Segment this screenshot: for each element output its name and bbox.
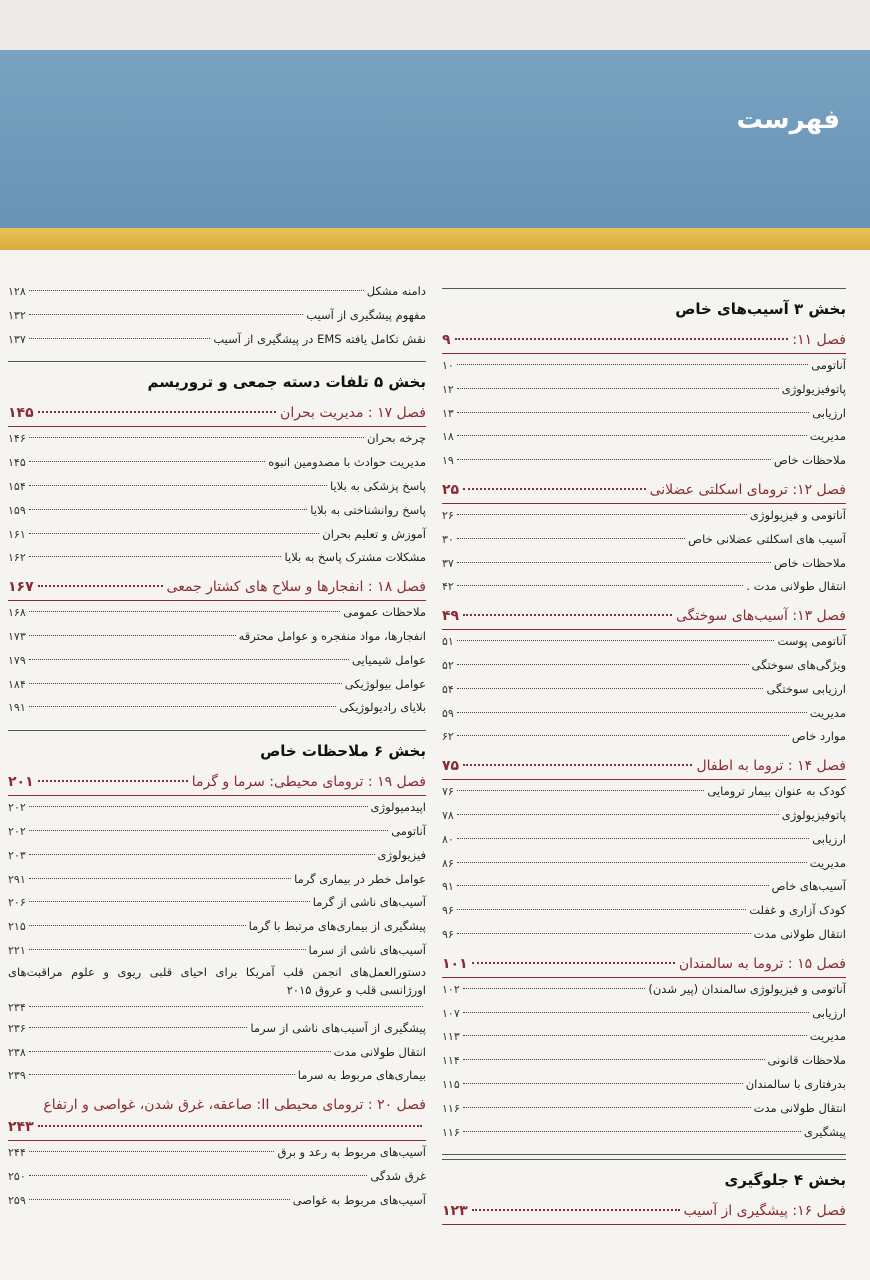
chapter-title: فصل ۱۲: ترومای اسکلتی عضلانی [649, 481, 846, 498]
part-heading: بخش ۵ تلفات دسته جمعی و تروریسم [147, 373, 426, 392]
dot-leader [29, 437, 364, 438]
entry-page-number: ۲۰۳ [8, 848, 26, 862]
entry-page-number: ۱۰۲ [442, 982, 460, 996]
entry-page-number: ۱۱۶ [442, 1125, 460, 1139]
dot-leader [29, 806, 368, 807]
entry-title: ارزیابی سوختگی [766, 681, 846, 696]
dot-leader [463, 1059, 765, 1060]
page-title: فهرست [736, 105, 840, 135]
entry-page-number: ۵۹ [442, 706, 454, 720]
dot-leader [29, 706, 337, 707]
dot-leader [457, 412, 809, 413]
toc-entry[interactable] [8, 1165, 426, 1189]
toc-entry[interactable] [442, 702, 846, 726]
dot-leader [457, 514, 747, 515]
chapter-heading[interactable] [8, 1094, 426, 1141]
toc-entry[interactable] [8, 601, 426, 625]
chapter-page-number: ۱۲۳ [442, 1203, 468, 1220]
entry-page-number: ۲۰۶ [8, 896, 26, 910]
entry-page-number: ۱۸۴ [8, 677, 26, 691]
dot-leader [463, 1107, 751, 1108]
entry-title: آناتومی [391, 823, 426, 838]
entry-title: آناتومی و فیزیولوژی سالمندان (پیر شدن) [648, 981, 846, 996]
dot-leader [29, 925, 246, 926]
dot-leader [29, 949, 306, 950]
dot-leader [463, 1035, 807, 1036]
dot-leader [457, 814, 779, 815]
dot-leader [29, 611, 341, 612]
part-divider [442, 1159, 846, 1160]
entry-title: مفهوم پیشگیری از آسیب [306, 307, 426, 322]
entry-page-number: ۱۵۹ [8, 503, 26, 517]
chapter-title: فصل ۱۱: [792, 332, 846, 348]
toc-entry[interactable] [8, 523, 426, 547]
toc-entry[interactable] [8, 796, 426, 820]
toc-entry[interactable] [442, 654, 846, 678]
entry-page-number: ۹۱ [442, 880, 454, 894]
entry-page-number: ۱۶۱ [8, 527, 26, 541]
toc-entry[interactable] [442, 780, 846, 804]
toc-entry[interactable] [442, 552, 846, 576]
entry-page-number: ۸۰ [442, 832, 454, 846]
dot-leader [457, 388, 779, 389]
entry-title: انتقال طولانی مدت [753, 926, 846, 941]
entry-page-number: ۳۷ [442, 556, 454, 570]
page-top-margin [0, 0, 870, 50]
dot-leader [463, 764, 692, 766]
dot-leader [29, 314, 304, 315]
entry-title: پاسخ روانشناختی به بلایا [310, 502, 426, 517]
dot-leader [38, 585, 163, 587]
entry-title: ملاحظات خاص [773, 453, 846, 468]
entry-page-number: ۲۳۶ [8, 1021, 26, 1035]
toc-entry[interactable] [8, 820, 426, 844]
entry-title: پاتوفیزیولوژی [781, 381, 846, 396]
dot-leader [457, 862, 807, 863]
chapter-title: فصل ۱۵ : تروما به سالمندان [678, 955, 846, 972]
toc-entry[interactable] [8, 546, 426, 570]
entry-title: موارد خاص [791, 729, 846, 744]
dot-leader [457, 585, 744, 586]
entry-page-number: ۱۰ [442, 359, 454, 372]
entry-page-number: ۳۰ [442, 532, 454, 546]
entry-title: بدرفتاری با سالمندان [745, 1076, 846, 1091]
chapter-title: فصل ۱۶: پیشگیری از آسیب [683, 1203, 846, 1220]
entry-page-number: ۱۶۲ [8, 551, 26, 565]
toc-entry[interactable] [442, 875, 846, 899]
gold-divider-band [0, 228, 870, 250]
entry-title: انفجارها، مواد منفجره و عوامل محترقه [238, 628, 426, 643]
toc-entry[interactable] [8, 649, 426, 673]
toc-entry[interactable] [442, 1097, 846, 1121]
entry-title: کودک آزاری و غفلت [749, 903, 846, 918]
entry-title: پاتوفیزیولوژی [781, 807, 846, 822]
chapter-page-number: ۱۴۵ [8, 405, 34, 422]
dot-leader [29, 659, 349, 660]
toc-entry[interactable] [8, 451, 426, 475]
toc-entry[interactable] [8, 328, 426, 352]
entry-title: انتقال طولانی مدت [753, 1100, 846, 1115]
dot-leader [38, 411, 276, 413]
toc-entry[interactable] [8, 1189, 426, 1213]
entry-page-number: ۱۳۷ [8, 332, 26, 346]
dot-leader [457, 909, 746, 910]
entry-title: غرق شدگی [370, 1168, 426, 1183]
entry-page-number: ۱۹ [442, 454, 454, 468]
toc-entry[interactable] [442, 1025, 846, 1049]
chapter-title: فصل ۱۴ : تروما به اطفال [696, 758, 846, 775]
toc-entry[interactable] [442, 504, 846, 528]
toc-entry[interactable] [8, 939, 426, 963]
chapter-heading[interactable] [8, 771, 426, 796]
chapter-heading[interactable] [442, 329, 846, 354]
toc-column-right [442, 288, 846, 1235]
entry-title: پیشگیری [803, 1124, 846, 1139]
toc-entry[interactable] [442, 575, 846, 599]
dot-leader [29, 1199, 290, 1200]
entry-title: آناتومی و فیزیولوژی [749, 507, 846, 522]
dot-leader [29, 830, 388, 831]
entry-title: ارزیابی [812, 1005, 846, 1020]
toc-entry[interactable] [8, 1141, 426, 1165]
entry-page-number: ۱۵۴ [8, 479, 26, 493]
toc-entry[interactable] [8, 1041, 426, 1065]
entry-page-number: ۱۸ [442, 430, 454, 444]
entry-page-number: ۷۶ [442, 785, 454, 799]
chapter-page-number: ۷۵ [442, 758, 460, 775]
entry-title: آسیب‌های خاص [771, 879, 846, 894]
header-banner [0, 50, 870, 228]
entry-page-number: ۲۶ [442, 508, 454, 522]
entry-page-number: ۲۲۱ [8, 943, 26, 957]
part-divider [8, 361, 426, 362]
entry-page-number: ۷۸ [442, 808, 454, 822]
dot-leader [29, 533, 320, 534]
dot-leader [463, 1083, 743, 1084]
entry-title: کودک به عنوان بیمار ترومایی [707, 784, 846, 799]
part-heading: بخش ۴ جلوگیری [724, 1171, 846, 1190]
entry-page-number: ۹۶ [442, 927, 454, 941]
dot-leader [457, 459, 771, 460]
toc-entry[interactable] [442, 630, 846, 654]
entry-page-number: ۶۲ [442, 730, 454, 744]
toc-entry[interactable] [8, 673, 426, 697]
entry-title: دستورالعمل‌های انجمن قلب آمریکا برای احیای قلبی ریوی و علوم مراقبت‌های اورژانسی قلب و عروق ۲۰۱۵ [8, 964, 426, 997]
dot-leader [472, 962, 675, 964]
part-divider [8, 730, 426, 731]
toc-entry[interactable] [8, 891, 426, 915]
entry-page-number: ۲۵۹ [8, 1193, 26, 1207]
dot-leader [29, 683, 342, 684]
chapter-row [8, 1116, 426, 1138]
dot-leader [38, 780, 188, 782]
toc-entry[interactable] [442, 804, 846, 828]
chapter-page-number: ۲۵ [442, 481, 460, 498]
entry-page-number: ۱۰۷ [442, 1006, 460, 1020]
dot-leader [29, 1006, 423, 1007]
entry-title: فیزیولوژی [377, 847, 426, 862]
entry-page-number: ۲۳۹ [8, 1069, 26, 1083]
toc-entry[interactable] [442, 354, 846, 378]
dot-leader [29, 635, 236, 636]
dot-leader [463, 1012, 809, 1013]
dot-leader [29, 461, 266, 462]
dot-leader [29, 901, 310, 902]
entry-title: آسیب‌های مربوط به غواصی [292, 1192, 426, 1207]
entry-page-number: ۱۱۶ [442, 1101, 460, 1115]
dot-leader [29, 854, 375, 855]
toc-entry[interactable] [442, 725, 846, 749]
spacer [8, 1213, 426, 1223]
toc-entry[interactable] [8, 499, 426, 523]
entry-title: نقش تکامل یافته EMS در پیشگیری از آسیب [213, 331, 426, 346]
dot-leader [29, 509, 308, 510]
entry-page-number: ۵۲ [442, 658, 454, 672]
dot-leader [38, 1125, 422, 1127]
entry-page-number: ۱۲ [442, 382, 454, 396]
chapter-page-number: ۱۶۷ [8, 579, 34, 596]
dot-leader [463, 614, 672, 616]
dot-leader [29, 338, 211, 339]
entry-page-number: ۲۰۲ [8, 801, 26, 815]
entry-title: پاسخ پزشکی به بلایا [330, 478, 426, 493]
chapter-title: فصل ۱۹ : ترومای محیطی: سرما و گرما [191, 774, 426, 791]
entry-page-number: ۲۴۴ [8, 1146, 26, 1160]
toc-entry[interactable] [8, 1017, 426, 1041]
toc-entry[interactable] [8, 915, 426, 939]
entry-title: آناتومی [811, 358, 846, 372]
entry-page-number: ۲۵۰ [8, 1169, 26, 1183]
toc-entry[interactable] [442, 1002, 846, 1026]
entry-page-number: ۱۶۸ [8, 606, 26, 620]
dot-leader [29, 1074, 295, 1075]
dot-leader [457, 435, 807, 436]
toc-entry[interactable] [442, 899, 846, 923]
chapter-heading[interactable] [8, 576, 426, 601]
entry-title: عوامل خطر در بیماری گرما [294, 871, 426, 886]
chapter-heading[interactable] [442, 1200, 846, 1225]
chapter-title: فصل ۱۸ : انفجارها و سلاح های کشتار جمعی [166, 579, 426, 596]
toc-entry[interactable] [442, 528, 846, 552]
toc-entry[interactable] [8, 304, 426, 328]
toc-entry[interactable] [442, 852, 846, 876]
toc-entry[interactable] [442, 402, 846, 426]
entry-page-number: ۸۶ [442, 856, 454, 870]
part-divider [442, 1154, 846, 1155]
entry-title: ویژگی‌های سوختگی [751, 657, 846, 672]
entry-title: آسیب های اسکلتی عضلانی خاص [688, 531, 846, 546]
entry-page-number: ۱۱۴ [442, 1054, 460, 1068]
entry-title: پیشگیری از آسیب‌های ناشی از سرما [250, 1020, 426, 1035]
toc-entry[interactable] [442, 1049, 846, 1073]
entry-page-number: ۱۳ [442, 406, 454, 420]
entry-page-number: ۱۴۶ [8, 432, 26, 446]
entry-page-number: ۲۹۱ [8, 872, 26, 886]
toc-entry[interactable] [8, 868, 426, 892]
part-heading: بخش ۳ آسیب‌های خاص [675, 300, 846, 318]
dot-leader [463, 988, 646, 989]
entry-title: انتقال طولانی مدت . [746, 579, 846, 594]
entry-page-number: ۱۹۱ [8, 701, 26, 715]
dot-leader [457, 664, 749, 665]
toc-entry[interactable] [442, 678, 846, 702]
spacer [8, 720, 426, 730]
entry-page-number: ۲۱۵ [8, 920, 26, 934]
dot-leader [29, 878, 291, 879]
entry-page-number: ۱۱۳ [442, 1030, 460, 1044]
entry-title: آسیب‌های ناشی از گرما [312, 895, 426, 910]
entry-title: اپیدمیولوژی [370, 800, 426, 815]
toc-column-left [8, 280, 426, 1223]
entry-page-number: ۱۲۸ [8, 285, 26, 298]
dot-leader [29, 1175, 368, 1176]
entry-title: مدیریت [809, 1029, 846, 1044]
entry-page-number: ۱۷۹ [8, 653, 26, 667]
entry-page-number: ۱۴۵ [8, 456, 26, 470]
toc-entry[interactable] [442, 425, 846, 449]
toc-entry[interactable] [442, 449, 846, 473]
toc-entry[interactable] [442, 923, 846, 947]
dot-leader [457, 933, 751, 934]
dot-leader [457, 838, 809, 839]
toc-entry[interactable] [8, 427, 426, 451]
dot-leader [29, 485, 327, 486]
entry-page-number: ۹۶ [442, 904, 454, 918]
dot-leader [457, 885, 769, 886]
dot-leader [457, 538, 685, 539]
dot-leader [29, 1151, 275, 1152]
toc-entry[interactable] [442, 1073, 846, 1097]
entry-title: ارزیابی [812, 831, 846, 846]
chapter-page-number: ۲۰۱ [8, 774, 34, 791]
entry-page-number: ۲۳۴ [8, 1000, 26, 1014]
entry-page-number: ۱۱۵ [442, 1077, 460, 1091]
entry-page-number: ۴۲ [442, 580, 454, 594]
chapter-heading[interactable] [442, 605, 846, 630]
chapter-title: فصل ۱۳: آسیب‌های سوختگی [676, 608, 846, 625]
dot-leader [29, 1051, 331, 1052]
entry-title: ارزیابی [812, 405, 846, 420]
chapter-heading[interactable] [442, 953, 846, 978]
entry-title: ملاحظات خاص [773, 555, 846, 570]
entry-title: مدیریت [809, 855, 846, 870]
toc-entry[interactable] [8, 844, 426, 868]
entry-page-number: ۵۱ [442, 635, 454, 649]
entry-page-number: ۲۳۸ [8, 1045, 26, 1059]
toc-entry[interactable] [8, 963, 426, 1017]
entry-title: بیماری‌های مربوط به سرما [297, 1068, 426, 1083]
entry-title: دامنه مشکل [366, 284, 426, 298]
chapter-title: فصل ۱۷ : مدیریت بحران [280, 405, 426, 422]
toc-entry[interactable] [8, 696, 426, 720]
entry-title: آسیب‌های مربوط به رعد و برق [277, 1145, 426, 1160]
part-heading: بخش ۶ ملاحظات خاص [260, 742, 426, 761]
dot-leader [29, 290, 364, 291]
entry-title: عوامل بیولوژیکی [344, 676, 426, 691]
dot-leader [29, 556, 282, 557]
dot-leader [457, 790, 705, 791]
toc-entry[interactable] [8, 1064, 426, 1088]
dot-leader [457, 735, 789, 736]
entry-page-number: ۱۷۳ [8, 629, 26, 643]
chapter-heading[interactable] [442, 479, 846, 504]
dot-leader [457, 712, 807, 713]
entry-title: عوامل شیمیایی [351, 652, 426, 667]
chapter-title: فصل ۲۰ : ترومای محیطی II: صاعقه، غرق شدن، غواصی و ارتفاع [43, 1097, 426, 1114]
entry-title: انتقال طولانی مدت [333, 1044, 426, 1059]
entry-title: مدیریت [809, 705, 846, 720]
part-divider [442, 288, 846, 289]
dot-leader [457, 688, 764, 689]
toc-entry[interactable] [442, 378, 846, 402]
toc-entry[interactable] [442, 978, 846, 1002]
entry-title: آموزش و تعلیم بحران [322, 526, 426, 541]
toc-entry[interactable] [8, 475, 426, 499]
dot-leader [457, 562, 771, 563]
toc-entry[interactable] [8, 280, 426, 304]
dot-leader [455, 338, 789, 340]
entry-title: چرخه بحران [367, 431, 426, 446]
entry-title: آسیب‌های ناشی از سرما [308, 942, 426, 957]
chapter-page-number: ۲۴۳ [8, 1119, 34, 1136]
entry-title: بلایای رادیولوژیکی [339, 700, 426, 715]
chapter-page-number: ۹ [442, 332, 451, 348]
dot-leader [29, 1027, 248, 1028]
chapter-page-number: ۴۹ [442, 608, 460, 625]
spacer [442, 1144, 846, 1154]
spacer [442, 1225, 846, 1235]
dot-leader [457, 640, 775, 641]
dot-leader [463, 488, 646, 490]
chapter-page-number: ۱۰۱ [442, 955, 468, 972]
entry-title: مدیریت [809, 429, 846, 444]
dot-leader [463, 1131, 801, 1132]
toc-entry[interactable] [442, 1121, 846, 1145]
chapter-heading[interactable] [442, 755, 846, 780]
entry-title: پیشگیری از بیماری‌های مرتبط با گرما [248, 919, 426, 934]
entry-title: آناتومی پوست [777, 634, 846, 649]
toc-entry[interactable] [8, 625, 426, 649]
entry-page-number: ۱۳۲ [8, 308, 26, 322]
dot-leader [472, 1209, 680, 1211]
entry-title: ملاحظات عمومی [343, 605, 426, 620]
entry-title: ملاحظات قانونی [767, 1053, 846, 1068]
entry-row [8, 999, 426, 1017]
entry-page-number: ۵۴ [442, 682, 454, 696]
entry-page-number: ۲۰۲ [8, 824, 26, 838]
entry-title: مدیریت حوادث با مصدومین انبوه [268, 455, 426, 470]
dot-leader [457, 364, 808, 365]
entry-title: مشکلات مشترک پاسخ به بلایا [284, 550, 426, 565]
spacer [8, 351, 426, 361]
toc-entry[interactable] [442, 828, 846, 852]
chapter-heading[interactable] [8, 402, 426, 427]
